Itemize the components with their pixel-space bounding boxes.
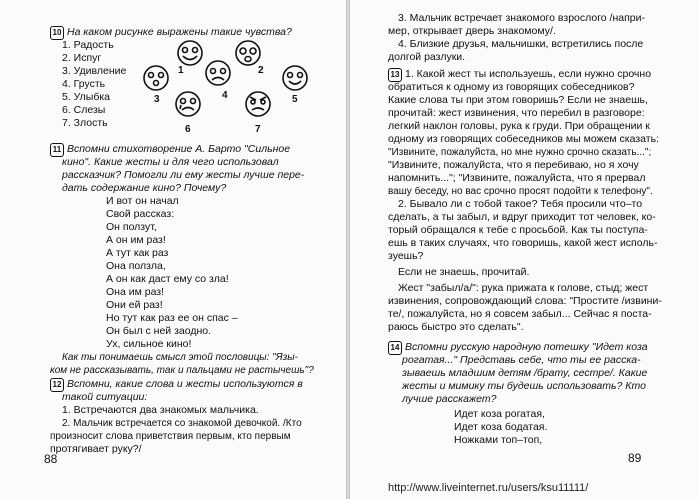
face-5-smile-icon	[283, 66, 307, 90]
situation-line: произносит слова приветствия первым, кто первым	[50, 431, 291, 442]
ex13-line: легкий наклон головы, рука к груди. При обращении к	[388, 120, 650, 132]
ex14-task-line: жесты и мимику ты будешь использовать? Кто	[402, 380, 646, 392]
poem-line: Но тут как раз ее он спас –	[106, 312, 238, 324]
ex13-number: 13	[388, 68, 402, 82]
ex13-line: вашу беседу, но вас срочно просят подойти к телефону".	[388, 186, 653, 197]
ex14-task-line: лучше расскажет?	[402, 393, 497, 405]
ex10-number: 10	[50, 26, 64, 40]
ex13-line: ешь в таких случаях, что говоришь, какой жест исполь-	[388, 237, 658, 249]
face-2-fear-icon	[236, 41, 260, 65]
ex13-line: 2. Бывало ли с тобой такое? Тебя просили что–то	[398, 198, 643, 210]
feeling-item: 3. Удивление	[62, 65, 127, 77]
ex14-task: 14 Вспомни русскую народную потешку "Идет коза	[388, 341, 648, 355]
ex13-line: торый обращался к тебе с просьбой. Как ты поступа-	[388, 224, 648, 236]
ex13-line: извинения, сопровождающий слова: "Простите /извини-	[388, 295, 662, 307]
right-page	[350, 0, 699, 499]
poem-line: Она им раз!	[106, 286, 165, 298]
ex13-line: 13 1. Какой жест ты используешь, если нужно срочно	[388, 68, 651, 82]
ex13-line: "Извините, пожалуйста, но мне нужно срочно сказать...";	[388, 147, 652, 158]
poem-line: Идет коза бодатая.	[454, 421, 548, 433]
poem-line: Идет коза рогатая,	[454, 408, 545, 420]
ex10-question: 10 На каком рисунке выражены такие чувства?	[50, 26, 292, 40]
poem-line: Она ползла,	[106, 260, 166, 272]
ex11-task: 11 Вспомни стихотворение А. Барто "Сильное	[50, 143, 290, 157]
poem-line: А тут как раз	[106, 247, 169, 259]
page-number-right: 89	[628, 451, 642, 465]
ex14-number: 14	[388, 341, 402, 355]
situation-line: 4. Близкие друзья, мальчишки, встретились после	[398, 38, 644, 50]
feeling-item: 4. Грусть	[62, 78, 106, 90]
face-6-tears-icon	[176, 92, 200, 116]
poem-line: Свой рассказ:	[106, 208, 175, 220]
situation-line: 2. Мальчик встречается со знакомой девочкой. /Кто	[62, 418, 302, 429]
ex12-task-line: такой ситуации:	[62, 391, 148, 403]
left-page	[0, 0, 346, 499]
face-4-sadness-icon	[206, 61, 230, 85]
poem-line: И вот он начал	[106, 195, 179, 207]
poem-line: Он был с ней заодно.	[106, 325, 212, 337]
ex13-line: напомнить..."; "Извините, пожалуйста, что я прервал	[388, 172, 646, 184]
face-label: 2	[258, 65, 264, 76]
ex11-task-line: рассказчик? Помогли ли ему жесты лучше пере-	[62, 169, 305, 181]
face-label: 1	[178, 65, 184, 76]
poem-line: Они ей раз!	[106, 299, 163, 311]
ex13-line: сделать, а ты забыл, и вдруг приходит тот человек, ко-	[388, 211, 656, 223]
situation-line: 3. Мальчик встречает знакомого взрослого /напри-	[398, 12, 646, 24]
ex13-line: раюсь быстро это сделать".	[388, 321, 524, 333]
proverb-line: ком не рассказывать, так и пальцами не растычешь"?	[50, 365, 314, 376]
face-label: 3	[154, 94, 160, 105]
poem-line: Ух, сильное кино!	[106, 338, 192, 350]
face-label: 5	[292, 94, 298, 105]
feeling-item: 2. Испуг	[62, 52, 102, 64]
feeling-item: 5. Улыбка	[62, 91, 110, 103]
ex13-line: "Извините, пожалуйста, что я перебиваю, но я хочу	[388, 159, 639, 171]
ex11-number: 11	[50, 143, 64, 157]
feeling-item: 7. Злость	[62, 117, 108, 129]
situation-line: 1. Встречаются два знакомых мальчика.	[62, 404, 259, 416]
ex13-line: Какие слова ты при этом говоришь? Если не знаешь,	[388, 94, 648, 106]
feeling-item: 1. Радость	[62, 39, 114, 51]
ex13-line: те/, пожалуйста, но я совсем забыл... Сейчас я поста-	[388, 308, 652, 320]
ex12-task: 12 Вспомни, какие слова и жесты используются в	[50, 378, 303, 392]
ex13-line: Жест "забыл/а/": рука прижата к голове, стыд; жест	[398, 282, 649, 294]
face-3-surprise-icon	[144, 66, 168, 90]
feeling-item: 6. Слезы	[62, 104, 106, 116]
watermark-url: http://www.liveinternet.ru/users/ksu11111/	[388, 482, 589, 494]
ex13-line: прочитай: жест извинения, что перебил в разговоре:	[388, 107, 645, 119]
ex12-number: 12	[50, 378, 64, 392]
ex14-task-line: рогатая..." Представь себе, что ты ее расска-	[402, 354, 641, 366]
proverb-line: Как ты понимаешь смысл этой пословицы: "Язы-	[62, 352, 298, 363]
ex13-line: Если не знаешь, прочитай.	[398, 266, 530, 278]
faces-svg	[140, 40, 310, 140]
face-label: 7	[255, 124, 261, 135]
situation-line: мер, открывает дверь знакомому/.	[388, 25, 556, 37]
emotion-faces-illustration	[140, 40, 310, 140]
situation-line: долгой разлуки.	[388, 51, 466, 63]
poem-line: Ножками топ–топ,	[454, 434, 543, 446]
ex13-line: обратиться к одному из говорящих собеседников?	[388, 81, 635, 93]
face-1-joy-icon	[178, 41, 202, 65]
face-7-anger-icon	[246, 92, 270, 116]
situation-line: протягивает руку?/	[50, 443, 142, 455]
poem-line: А он им раз!	[106, 234, 166, 246]
face-label: 4	[222, 90, 228, 101]
ex13-line: зуешь?	[388, 250, 424, 262]
ex14-task-line: зываешь младшим детям /брату, сестре/. Какие	[402, 367, 648, 379]
ex13-line: одному из говорящих собеседников мы можем сказать:	[388, 133, 659, 145]
ex11-task-line: кино". Какие жесты и для чего использовал	[62, 156, 279, 168]
poem-line: Он ползут,	[106, 221, 157, 233]
page-number-left: 88	[44, 452, 58, 466]
ex11-task-line: дать содержание кино? Почему?	[62, 182, 227, 194]
face-label: 6	[185, 124, 191, 135]
poem-line: А он как даст ему со зла!	[106, 273, 229, 285]
